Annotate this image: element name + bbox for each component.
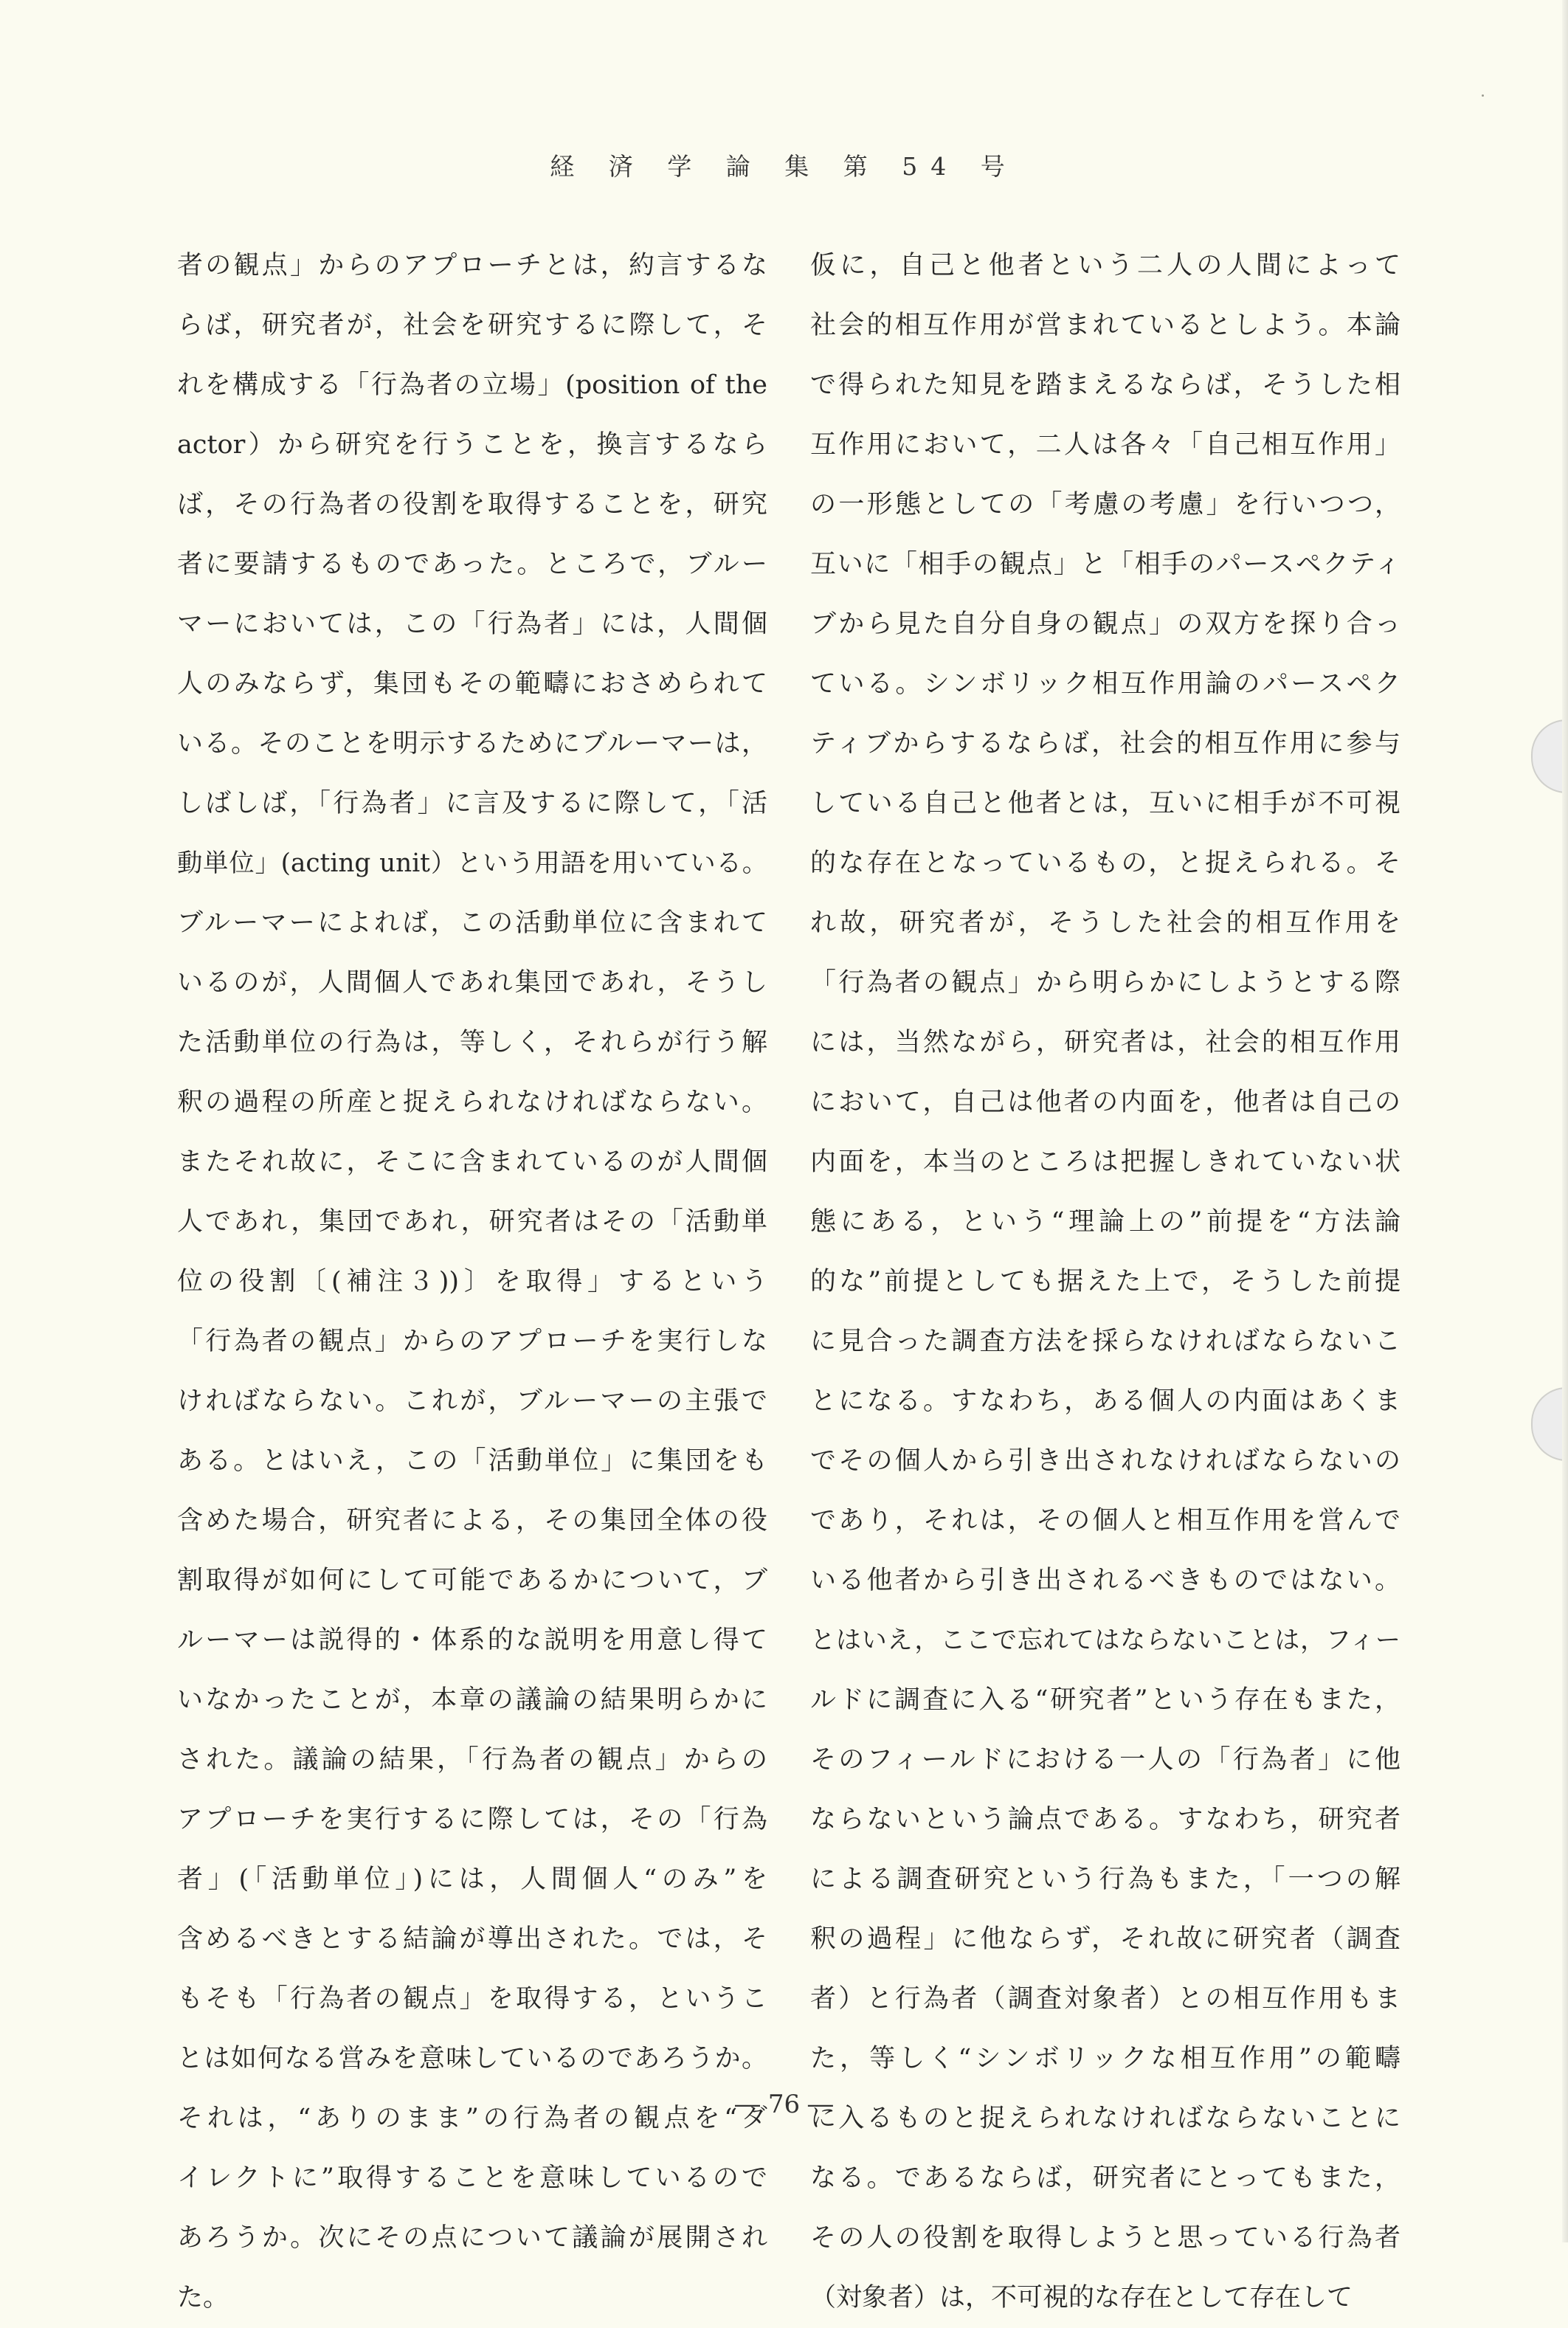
left-column-text-line: 動単位」(acting unit）という用語を用いている。 xyxy=(177,849,767,878)
right-column-text-line: 「行為者の観点」から明らかにしようとする際 xyxy=(810,968,1401,998)
left-column-text-line: もそも「行為者の観点」を取得する，というこ xyxy=(177,1984,767,2014)
right-column-text-line: その人の役割を取得しようと思っている行為者 xyxy=(810,2223,1401,2253)
left-column-text-line: それは，“ありのまま”の行為者の観点を“ダ xyxy=(177,2104,767,2133)
right-column xyxy=(810,236,1401,2328)
page-edge xyxy=(1562,0,1568,2242)
left-column-text-line: 人のみならず，集団もその範疇におさめられて xyxy=(177,669,767,699)
right-column-text-line: なる。であるならば，研究者にとってもまた， xyxy=(810,2163,1401,2193)
speck-mark xyxy=(1482,94,1484,97)
left-column-text-line: ければならない。これが，ブルーマーの主張で xyxy=(177,1386,767,1416)
left-column-text-line: された。議論の結果，「行為者の観点」からの xyxy=(177,1745,767,1775)
left-column-text-line: イレクトに”取得することを意味しているので xyxy=(177,2163,767,2193)
right-column-text-line: 仮に，自己と他者という二人の人間によって xyxy=(810,251,1401,280)
right-column-text-line: 社会的相互作用が営まれているとしよう。本論 xyxy=(810,311,1401,340)
left-column-text-line: 者の観点」からのアプローチとは，約言するな xyxy=(177,251,767,280)
left-column-text-line: とは如何なる営みを意味しているのであろうか。 xyxy=(177,2044,767,2073)
right-column-text-line: ている。シンボリック相互作用論のパースペク xyxy=(810,669,1401,699)
right-column-text-line: 釈の過程」に他ならず，それ故に研究者（調査 xyxy=(810,1924,1401,1954)
right-column-text-line: ティブからするならば，社会的相互作用に参与 xyxy=(810,729,1401,759)
left-column-text-line: 含めるべきとする結論が導出された。では，そ xyxy=(177,1924,767,1954)
left-column-text-line: いなかったことが，本章の議論の結果明らかに xyxy=(177,1685,767,1715)
left-column xyxy=(177,236,767,2328)
left-column-text-line: アプローチを実行するに際しては，その「行為 xyxy=(177,1805,767,1834)
left-column-text-line: れを構成する「行為者の立場」(position of the xyxy=(177,370,767,400)
right-column-text-line: には，当然ながら，研究者は，社会的相互作用 xyxy=(810,1028,1401,1057)
left-column-text-line: 含めた場合，研究者による，その集団全体の役 xyxy=(177,1506,767,1536)
right-column-text-line: による調査研究という行為もまた，「一つの解 xyxy=(810,1865,1401,1894)
right-column-text-line: 内面を，本当のところは把握しきれていない状 xyxy=(810,1147,1401,1177)
page-number: ― 76 ― xyxy=(735,2090,833,2119)
left-column-text-line: しばしば，「行為者」に言及するに際して，「活 xyxy=(177,789,767,818)
right-column-text-line: そのフィールドにおける一人の「行為者」に他 xyxy=(810,1745,1401,1775)
left-column-text-line: 位の役割〔(補注３))〕を取得」するという xyxy=(177,1267,767,1296)
right-column-text-line: でその個人から引き出されなければならないの xyxy=(810,1446,1401,1476)
left-column-text-line: 者」(「活動単位」)には，人間個人“のみ”を xyxy=(177,1865,767,1894)
right-column-text-line: とになる。すなわち，ある個人の内面はあくま xyxy=(810,1386,1401,1416)
right-column-text-line: において，自己は他者の内面を，他者は自己の xyxy=(810,1088,1401,1117)
right-column-text-line: 者）と行為者（調査対象者）との相互作用もま xyxy=(810,1984,1401,2014)
right-column-text-line: ルドに調査に入る“研究者”という存在もまた， xyxy=(810,1685,1401,1715)
right-column-text-line: 互いに「相手の観点」と「相手のパースペクティ xyxy=(810,550,1401,579)
left-column-text-line: ある。とはいえ，この「活動単位」に集団をも xyxy=(177,1446,767,1476)
left-column-text-line: 者に要請するものであった。ところで，ブルー xyxy=(177,550,767,579)
left-column-text-line: またそれ故に，そこに含まれているのが人間個 xyxy=(177,1147,767,1177)
running-header: 経 済 学 論 集 第 54 号 xyxy=(550,152,1018,181)
right-column-text-line: とはいえ，ここで忘れてはならないことは，フィー xyxy=(810,1626,1401,1655)
right-column-text-line: 的な”前提としても据えた上で，そうした前提 xyxy=(810,1267,1401,1296)
right-column-text-line: で得られた知見を踏まえるならば，そうした相 xyxy=(810,370,1401,400)
left-column-text-line: 人であれ，集団であれ，研究者はその「活動単 xyxy=(177,1207,767,1237)
left-column-text-line: た。 xyxy=(177,2283,229,2313)
right-column-text-line: の一形態としての「考慮の考慮」を行いつつ， xyxy=(810,490,1401,519)
right-column-text-line: （対象者）は，不可視的な存在として存在して xyxy=(810,2283,1353,2313)
right-column-text-line: ブから見た自分自身の観点」の双方を探り合っ xyxy=(810,609,1401,639)
left-column-text-line: あろうか。次にその点について議論が展開され xyxy=(177,2223,767,2253)
left-column-text-line: ルーマーは説得的・体系的な説明を用意し得て xyxy=(177,1626,767,1655)
right-column-text-line: ならないという論点である。すなわち，研究者 xyxy=(810,1805,1401,1834)
left-column-text-line: ば，その行為者の役割を取得することを，研究 xyxy=(177,490,767,519)
left-column-text-line: いるのが，人間個人であれ集団であれ，そうし xyxy=(177,968,767,998)
left-column-text-line: 釈の過程の所産と捉えられなければならない。 xyxy=(177,1088,767,1117)
right-column-text-line: 的な存在となっているもの，と捉えられる。そ xyxy=(810,849,1401,878)
right-column-text-line: れ故，研究者が，そうした社会的相互作用を xyxy=(810,908,1401,938)
left-column-text-line: ブルーマーによれば，この活動単位に含まれて xyxy=(177,908,767,938)
right-column-text-line: に見合った調査方法を採らなければならないこ xyxy=(810,1327,1401,1356)
left-column-text-line: た活動単位の行為は，等しく，それらが行う解 xyxy=(177,1028,767,1057)
right-column-text-line: であり，それは，その個人と相互作用を営んで xyxy=(810,1506,1401,1536)
left-column-text-line: らば，研究者が，社会を研究するに際して，そ xyxy=(177,311,767,340)
right-column-text-line: いる他者から引き出されるべきものではない。 xyxy=(810,1566,1401,1595)
right-column-text-line: 態にある，という“理論上の”前提を“方法論 xyxy=(810,1207,1401,1237)
right-column-text-line: た，等しく“シンボリックな相互作用”の範疇 xyxy=(810,2044,1401,2073)
left-column-text-line: 「行為者の観点」からのアプローチを実行しな xyxy=(177,1327,767,1356)
left-column-text-line: マーにおいては，この「行為者」には，人間個 xyxy=(177,609,767,639)
right-column-text-line: に入るものと捉えられなければならないことに xyxy=(810,2104,1401,2133)
left-column-text-line: いる。そのことを明示するためにブルーマーは， xyxy=(177,729,767,759)
right-column-text-line: している自己と他者とは，互いに相手が不可視 xyxy=(810,789,1401,818)
left-column-text-line: actor）から研究を行うことを，換言するなら xyxy=(177,430,767,460)
left-column-text-line: 割取得が如何にして可能であるかについて，ブ xyxy=(177,1566,767,1595)
right-column-text-line: 互作用において，二人は各々「自己相互作用」 xyxy=(810,430,1401,460)
